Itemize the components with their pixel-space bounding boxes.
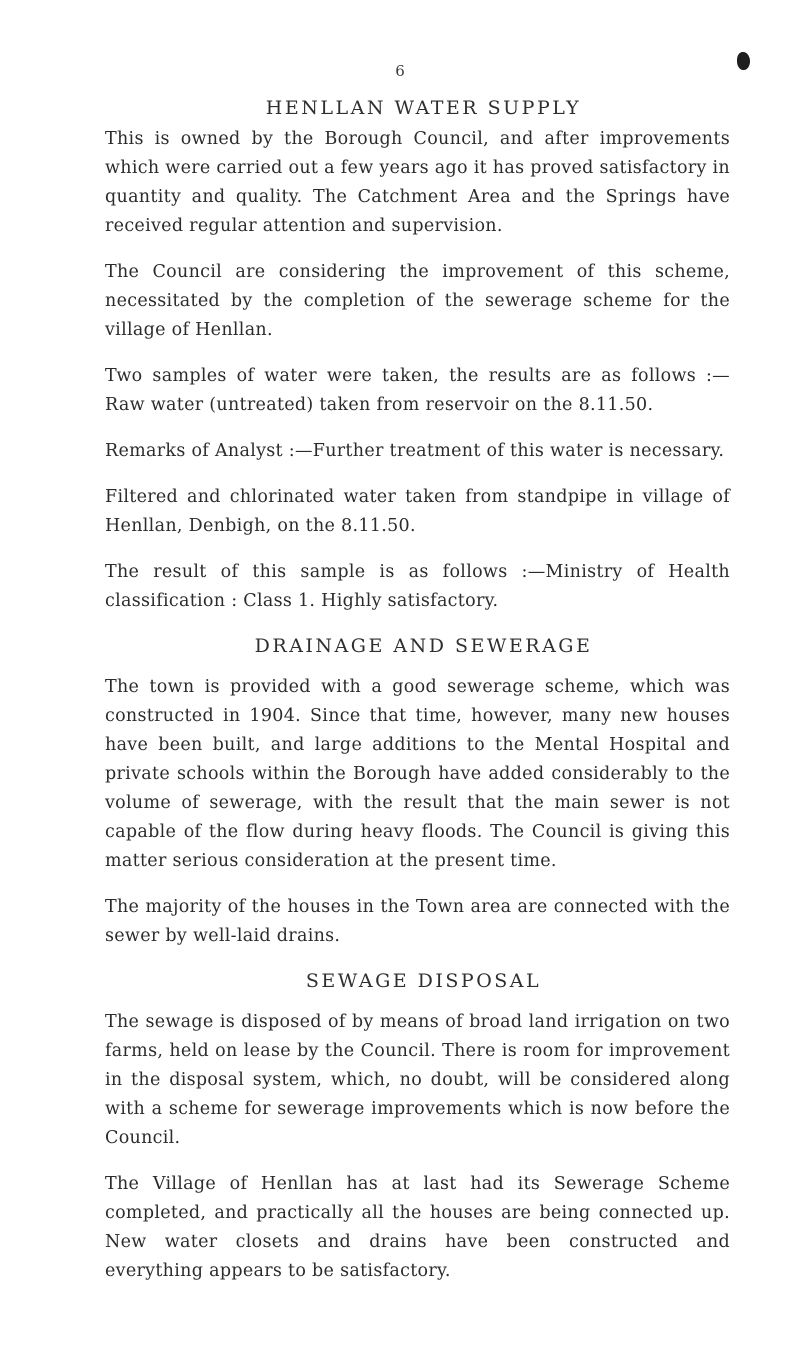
paragraph: The Council are considering the improvement of this scheme, necessitated by the completion of the sewerage scheme for the village of Henllan.	[105, 262, 730, 340]
page-content	[105, 95, 730, 1303]
paragraph: The Village of Henllan has at last had its Sewerage Scheme completed, and practically all the houses are being connected up. New water closets and drains have been constructed and everything appears to be satisfactory.	[105, 1174, 730, 1281]
section-heading-water-supply: HENLLAN WATER SUPPLY	[265, 97, 582, 119]
paragraph: Two samples of water were taken, the results are as follows :— Raw water (untreated) taken from reservoir on the 8.11.50.	[105, 366, 730, 415]
paragraph: The majority of the houses in the Town area are connected with the sewer by well-laid drains.	[105, 897, 730, 946]
paragraph: The result of this sample is as follows :—Ministry of Health classification : Class 1. Highly satisfactory.	[105, 562, 730, 611]
section-heading-drainage-sewerage: DRAINAGE AND SEWERAGE	[254, 635, 593, 657]
paragraph: This is owned by the Borough Council, and after improvements which were carried out a few years ago it has proved satisfactory in quantity and quality. The Catchment Area and the Springs have received regular attention and supervision.	[105, 129, 730, 236]
paragraph: Remarks of Analyst :—Further treatment of this water is necessary.	[105, 441, 725, 461]
paragraph: The sewage is disposed of by means of broad land irrigation on two farms, held on lease by the Council. There is room for improvement in the disposal system, which, no doubt, will be considered along with a scheme for sewerage improvements which is now before the Council.	[105, 1012, 730, 1148]
section-heading-sewage-disposal: SEWAGE DISPOSAL	[305, 970, 542, 992]
page-number: 6	[395, 62, 405, 80]
paragraph: Filtered and chlorinated water taken from standpipe in village of Henllan, Denbigh, on the 8.11.50.	[105, 487, 730, 536]
paragraph: The town is provided with a good sewerage scheme, which was constructed in 1904. Since that time, however, many new houses have been built, and large additions to the Mental Hospital and private schools within the Borough have added considerably to the volume of sewerage, with the result that the main sewer is not capable of the flow during heavy floods. The Council is giving this matter serious consideration at the present time.	[105, 677, 730, 871]
